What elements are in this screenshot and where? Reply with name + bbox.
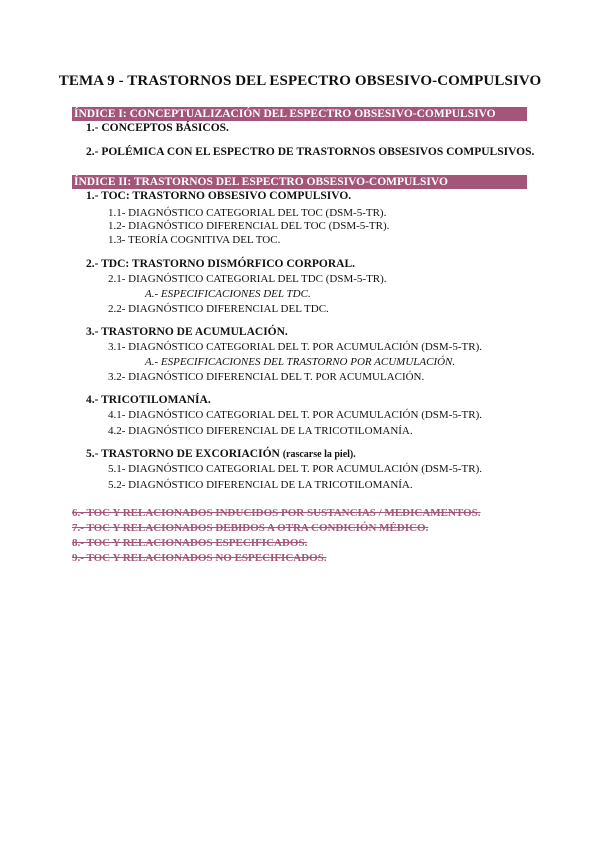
index-1-item: 1.- CONCEPTOS BÁSICOS. (86, 122, 229, 134)
subsection-item: 2.2- DIAGNÓSTICO DIFERENCIAL DEL TDC. (108, 303, 329, 315)
struck-item: 7.- TOC Y RELACIONADOS DEBIDOS A OTRA CONDICIÓN MÉDICO. (72, 522, 429, 534)
section-title (86, 448, 356, 460)
struck-item: 9.- TOC Y RELACIONADOS NO ESPECIFICADOS. (72, 552, 327, 564)
subsection-item: 3.1- DIAGNÓSTICO CATEGORIAL DEL T. POR ACUMULACIÓN (DSM-5-TR). (108, 341, 482, 353)
section-title: 4.- TRICOTILOMANÍA. (86, 394, 211, 406)
subsection-item: 4.2- DIAGNÓSTICO DIFERENCIAL DE LA TRICOTILOMANÍA. (108, 425, 413, 437)
subsection-item: 1.3- TEORÍA COGNITIVA DEL TOC. (108, 234, 281, 246)
section-title-note: (rascarse la piel). (282, 449, 356, 460)
subsection-item: 1.1- DIAGNÓSTICO CATEGORIAL DEL TOC (DSM-5-TR). (108, 207, 387, 219)
specification-item: A.- ESPECIFICACIONES DEL TRASTORNO POR ACUMULACIÓN. (145, 356, 456, 368)
section-title-text: 5.- TRASTORNO DE EXCORIACIÓN (86, 448, 280, 460)
index-1-item: 2.- POLÉMICA CON EL ESPECTRO DE TRASTORNOS OBSESIVOS COMPULSIVOS. (86, 146, 535, 158)
subsection-item: 4.1- DIAGNÓSTICO CATEGORIAL DEL T. POR ACUMULACIÓN (DSM-5-TR). (108, 409, 482, 421)
subsection-item: 5.2- DIAGNÓSTICO DIFERENCIAL DE LA TRICOTILOMANÍA. (108, 479, 413, 491)
section-title: 1.- TOC: TRASTORNO OBSESIVO COMPULSIVO. (86, 190, 352, 202)
index-1-heading: ÍNDICE I: CONCEPTUALIZACIÓN DEL ESPECTRO OBSESIVO-COMPULSIVO (72, 107, 527, 121)
subsection-item: 3.2- DIAGNÓSTICO DIFERENCIAL DEL T. POR ACUMULACIÓN. (108, 371, 425, 383)
specification-item: A.- ESPECIFICACIONES DEL TDC. (145, 288, 311, 300)
page-title: TEMA 9 - TRASTORNOS DEL ESPECTRO OBSESIVO-COMPULSIVO (58, 73, 542, 89)
struck-item: 6.- TOC Y RELACIONADOS INDUCIDOS POR SUSTANCIAS / MEDICAMENTOS. (72, 507, 481, 519)
index-2-heading: ÍNDICE II: TRASTORNOS DEL ESPECTRO OBSESIVO-COMPULSIVO (72, 175, 527, 189)
subsection-item: 5.1- DIAGNÓSTICO CATEGORIAL DEL T. POR ACUMULACIÓN (DSM-5-TR). (108, 463, 482, 475)
subsection-item: 2.1- DIAGNÓSTICO CATEGORIAL DEL TDC (DSM-5-TR). (108, 273, 387, 285)
struck-item: 8.- TOC Y RELACIONADOS ESPECIFICADOS. (72, 537, 308, 549)
subsection-item: 1.2- DIAGNÓSTICO DIFERENCIAL DEL TOC (DSM-5-TR). (108, 220, 390, 232)
section-title: 3.- TRASTORNO DE ACUMULACIÓN. (86, 326, 288, 338)
section-title: 2.- TDC: TRASTORNO DISMÓRFICO CORPORAL. (86, 258, 355, 270)
